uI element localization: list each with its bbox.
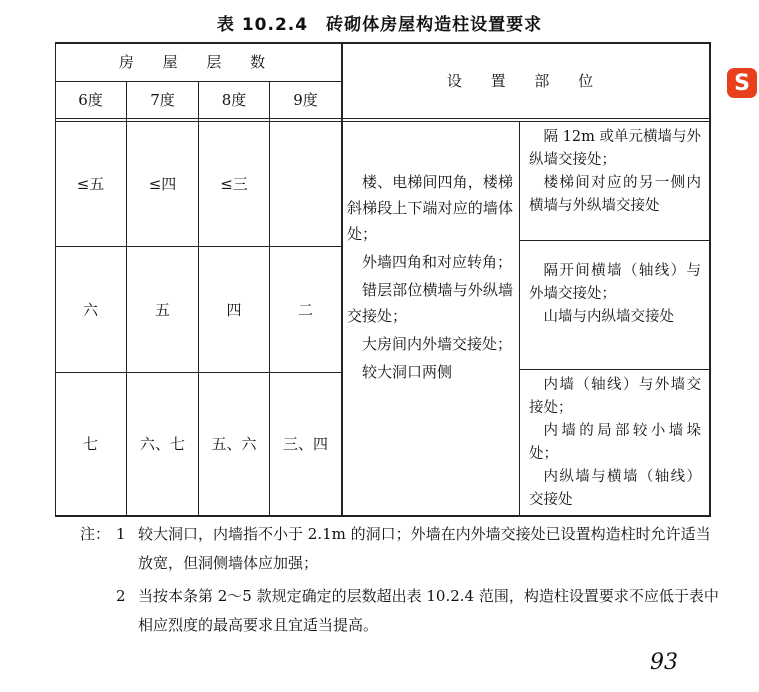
position-item: 内墙的局部较小墙垛处； (529, 423, 701, 462)
common-positions (347, 169, 513, 387)
note-item (80, 582, 720, 640)
notes-label: 注： (80, 525, 111, 543)
position-item: 内纵墙与横墙（轴线）交接处 (529, 469, 701, 508)
row1-7: ≤四 (148, 175, 177, 193)
row1-9 (270, 122, 341, 246)
row1-6: ≤五 (76, 175, 105, 193)
page-number: 93 (650, 650, 678, 675)
common-position-item: 楼、电梯间四角，楼梯斜梯段上下端对应的墙体处； (347, 173, 513, 243)
row3-8: 五、六 (211, 435, 257, 453)
table-caption: 砖砌体房屋构造柱设置要求 (326, 15, 543, 35)
intensity-8: 8度 (221, 91, 247, 109)
position-item: 楼梯间对应的另一侧内横墙与外纵墙交接处 (529, 175, 701, 214)
position-item: 山墙与内纵墙交接处 (543, 309, 674, 325)
table-right-border (709, 42, 711, 517)
table-bottom-border (55, 515, 711, 517)
intensity-6: 6度 (78, 91, 103, 109)
row3-9: 三、四 (282, 435, 328, 453)
row1-positions (529, 126, 701, 218)
intensity-7: 7度 (150, 91, 175, 109)
common-position-item: 大房间内外墙交接处； (362, 335, 513, 353)
row2-positions (529, 260, 701, 329)
header-position: 设 置 部 位 (446, 72, 606, 90)
col-divider-5 (519, 121, 520, 516)
note-item (80, 520, 720, 578)
row3-positions (529, 374, 701, 512)
table-notes (80, 520, 720, 640)
ime-sogou-icon[interactable]: S (727, 68, 757, 98)
common-position-item: 较大洞口两侧 (362, 363, 453, 381)
note-text: 较大洞口，内墙指不小于 2.1m 的洞口；外墙在内外墙交接处已设置构造柱时允许适当放宽，但洞侧墙体应加强； (138, 525, 711, 572)
note-text: 当按本条第 2～5 款规定确定的层数超出表 10.2.4 范围，构造柱设置要求不应低于表中相应烈度的最高要求且宜适当提高。 (138, 587, 719, 634)
row2-8: 四 (226, 300, 242, 319)
table-number: 表 10.2.4 (216, 15, 309, 35)
header-floors: 房 屋 层 数 (118, 52, 278, 71)
position-item: 隔 12m 或单元横墙与外纵墙交接处； (529, 129, 701, 168)
common-position-item: 外墙四角和对应转角； (362, 253, 513, 271)
row-divider-1-right (519, 240, 711, 241)
position-item: 内墙（轴线）与外墙交接处； (529, 377, 701, 416)
table-title (0, 10, 759, 35)
row2-6: 六 (82, 300, 98, 319)
intensity-9: 9度 (293, 91, 318, 109)
row1-8: ≤三 (220, 175, 248, 193)
position-item: 隔开间横墙（轴线）与外墙交接处； (529, 263, 701, 302)
structural-column-table (55, 42, 711, 517)
row3-7: 六、七 (139, 435, 185, 453)
row-divider-2-right (519, 369, 711, 370)
note-lead (80, 520, 126, 549)
row3-6: 七 (82, 435, 98, 453)
common-position-item: 错层部位横墙与外纵墙交接处； (347, 281, 513, 325)
row2-9: 二 (297, 300, 313, 319)
note-number: 2 (116, 587, 126, 605)
note-number: 1 (116, 525, 126, 543)
row2-7: 五 (154, 300, 170, 319)
